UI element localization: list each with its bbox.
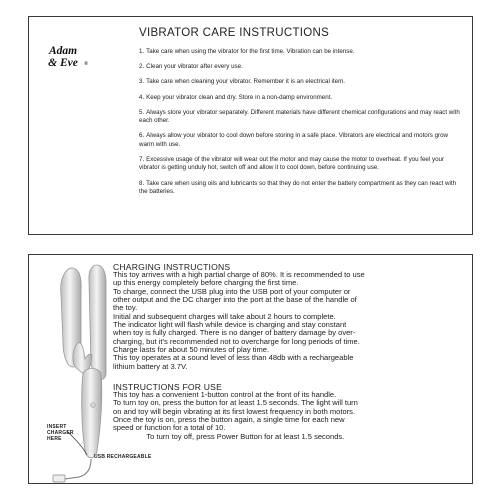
use-title: INSTRUCTIONS FOR USE [113,382,223,392]
adam-and-eve-logo: Adam & Eve ® [48,45,88,69]
charging-and-use-card [28,254,473,484]
care-item: 2. Clean your vibrator after every use. [139,63,243,71]
care-item: 4. Keep your vibrator clean and dry. Store in a non-damp environment. [139,93,333,101]
care-item: 7. Excessive usage of the vibrator will wear out the motor and may cause the motor to overheat. If you feel your vibrator is getting unduly hot, switch off and allow it to cool down, before continuing use. [139,156,445,172]
insert-charger-callout: INSERT CHARGER HERE [47,424,74,442]
charging-instructions-text: This toy arrives with a high partial charge of 80%. It is recommended to use up this energy completely before charging the first time. To charge, connect the USB plug into the USB port of your computer or other output and the DC charger into the port at the base of the handle of the toy. Initial and subsequent charges will take about 2 hours to complete. The indicator light will flash while device is charging and stay constant when toy is fully charged. There is no danger of battery damage by over- charging, but it's recommended not to overcharge for long periods of time. Charge lasts for about 50 minutes of play time. This toy operates at a sound level of less than 48db with a rechargeable lithium battery at 3.7V. [113,270,365,371]
use-instructions-text: This toy has a convenient 1-button control at the front of its handle. To turn toy on, press the button for at least 1.5 seconds. The light will turn on and toy will begin vibrating at its first lowest frequency in both motors. Once the toy is on, press the button again, a single time for each new speed or function for a total of 10. To turn toy off, press Power Button for at least 1.5 seconds. [113,390,358,441]
care-list [139,48,464,203]
care-item: 8. Take care when using oils and lubricants so that they do not enter the battery compartment as they can react with the batteries. [139,179,457,196]
usb-rechargeable-callout: USB RECHARGEABLE [94,454,152,460]
care-title: VIBRATOR CARE INSTRUCTIONS [139,27,330,39]
charging-title: CHARGING INSTRUCTIONS [113,262,231,272]
care-item: 6. Always allow your vibrator to cool down before storing in a safe place. Vibrators are electrical and motors grow warm with use. [139,132,449,148]
care-item: 5. Always store your vibrator separately. Different materials have different chemical configurations and may react with each other. [139,108,460,125]
care-item: 3. Take care when cleaning your vibrator. Remember it is an electrical item. [139,78,345,86]
care-instructions-card [28,16,473,235]
care-item: 1. Take care when using the vibrator for the first time. Vibration can be intense. [139,48,355,55]
